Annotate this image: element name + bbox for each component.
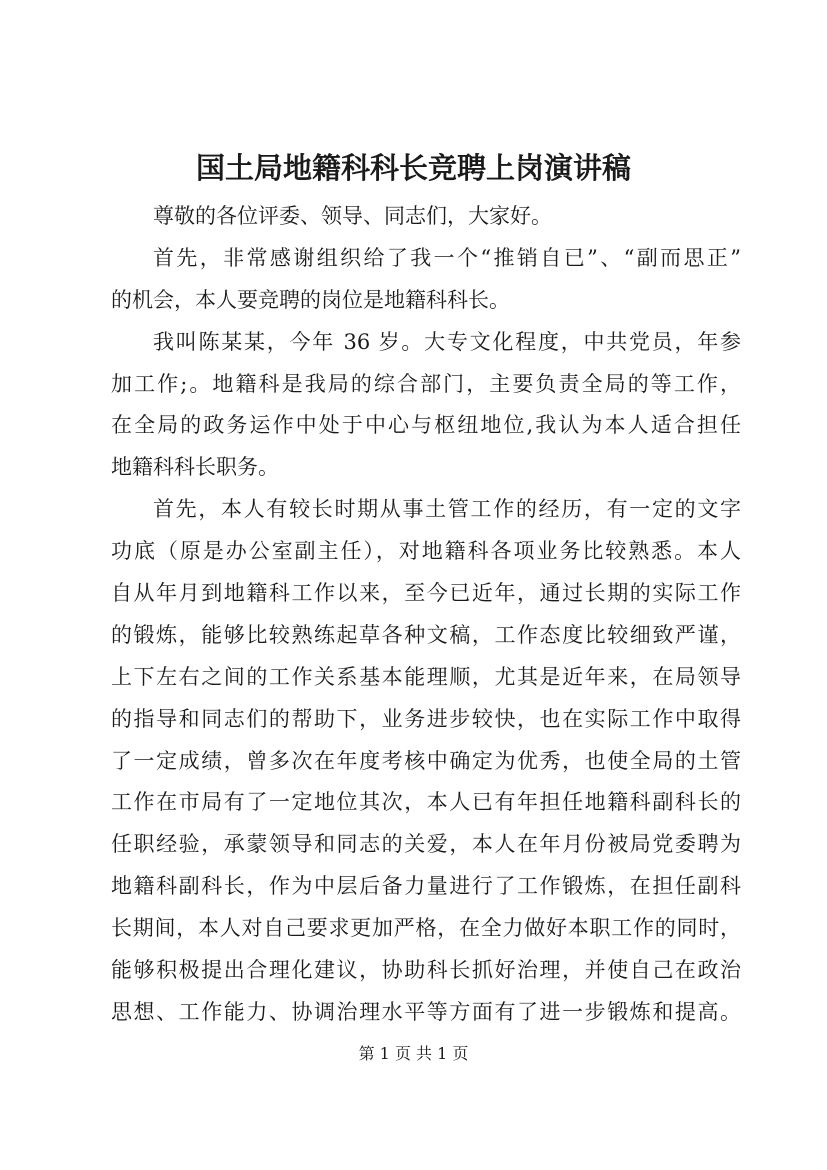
paragraph-line: 的锻炼，能够比较熟练起草各种文稿，工作态度比较细致严谨，	[111, 622, 741, 647]
paragraph-line: 了一定成绩，曾多次在年度考核中确定为优秀，也使全局的土管	[111, 748, 741, 773]
paragraph-line: 的机会，本人要竞聘的岗位是地籍科科长。	[111, 287, 510, 312]
paragraph-line: 功底（原是办公室副主任），对地籍科各项业务比较熟悉。本人	[111, 539, 741, 564]
paragraph-line: 在全局的政务运作中处于中心与枢纽地位,我认为本人适合担任	[111, 413, 741, 438]
paragraph-line: 的指导和同志们的帮助下，业务进步较快，也在实际工作中取得	[111, 706, 741, 731]
paragraph-line: 上下左右之间的工作关系基本能理顺，尤其是近年来，在局领导	[111, 664, 741, 689]
paragraph-line: 地籍科科长职务。	[111, 455, 279, 480]
paragraph-line: 能够积极提出合理化建议，协助科长抓好治理，并使自己在政治	[111, 958, 741, 983]
page-footer: 第 1 页 共 1 页	[358, 1044, 469, 1063]
paragraph-line: 首先，本人有较长时期从事土管工作的经历，有一定的文字	[153, 497, 741, 522]
paragraph-line: 自从年月到地籍科工作以来，至今已近年，通过长期的实际工作	[111, 581, 741, 606]
paragraph-line: 任职经验，承蒙领导和同志的关爱，本人在年月份被局党委聘为	[111, 832, 741, 857]
paragraph-line: 工作在市局有了一定地位其次，本人已有年担任地籍科副科长的	[111, 790, 741, 815]
paragraph-line: 首先，非常感谢组织给了我一个“推销自已”、“副而思正”	[153, 245, 741, 270]
document-body	[111, 196, 741, 1034]
paragraph-line: 地籍科副科长，作为中层后备力量进行了工作锻炼，在担任副科	[111, 874, 741, 899]
paragraph-line: 加工作;。地籍科是我局的综合部门，主要负责全局的等工作，	[111, 371, 741, 396]
paragraph-line: 思想、工作能力、协调治理水平等方面有了进一步锻炼和提高。	[111, 999, 741, 1024]
paragraph-line: 尊敬的各位评委、领导、同志们，大家好。	[153, 204, 552, 228]
paragraph-line: 长期间，本人对自己要求更加严格，在全力做好本职工作的同时，	[111, 916, 741, 941]
document-title: 国土局地籍科科长竞聘上岗演讲稿	[195, 151, 631, 185]
paragraph-line: 我叫陈某某，今年 36 岁。大专文化程度，中共党员，年参	[153, 329, 741, 354]
